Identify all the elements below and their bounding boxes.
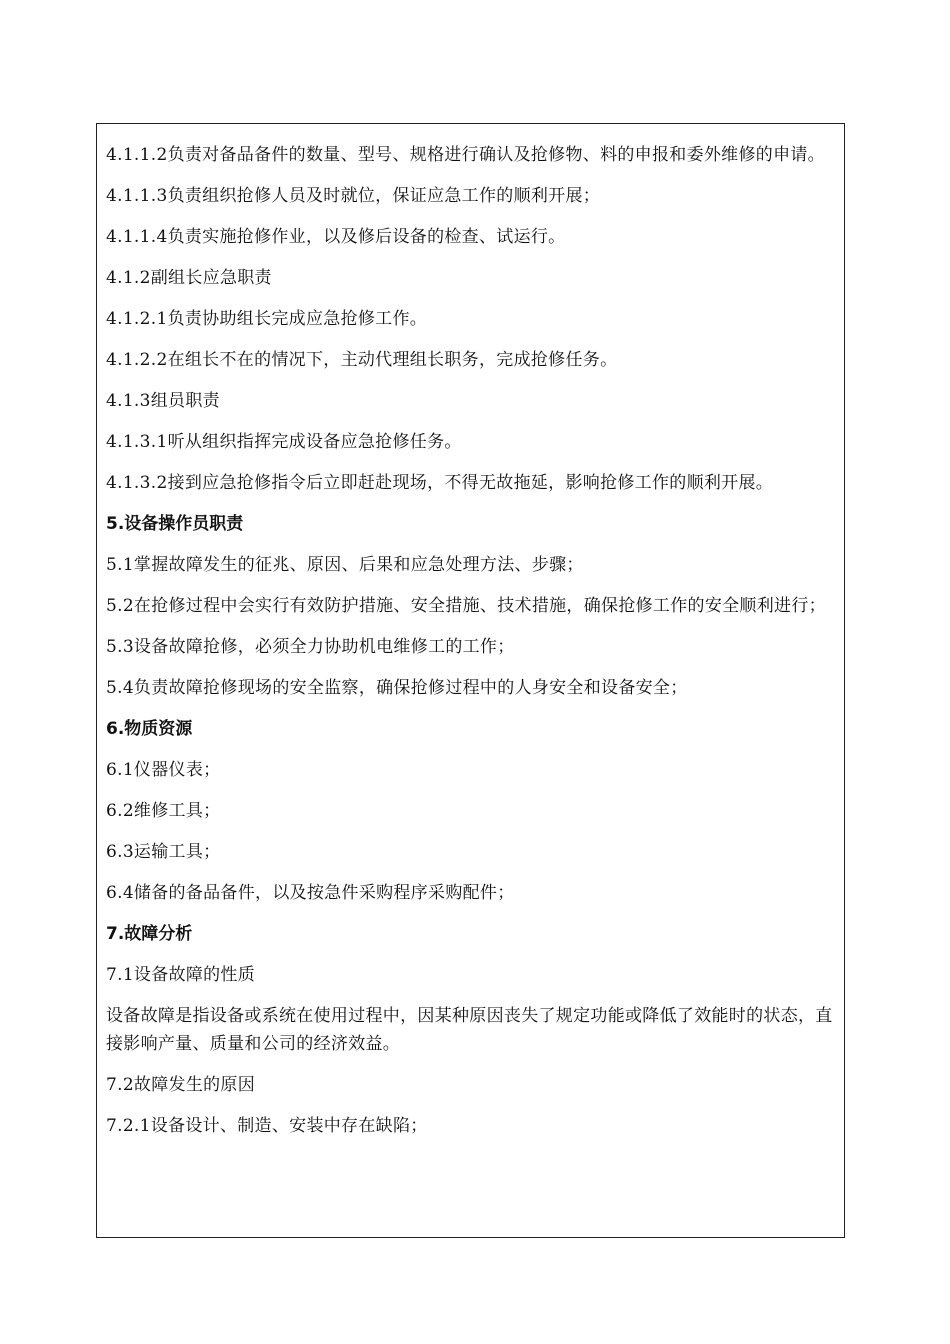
- paragraph: 6.4储备的备品备件，以及按急件采购程序采购配件；: [106, 883, 515, 903]
- paragraph: 5.4负责故障抢修现场的安全监察，确保抢修过程中的人身安全和设备安全；: [106, 678, 688, 698]
- paragraph: 5.3设备故障抢修，必须全力协助机电维修工的工作；: [106, 637, 515, 657]
- paragraph: 4.1.3.1听从组织指挥完成设备应急抢修任务。: [106, 432, 462, 452]
- paragraph: 6.2维修工具；: [106, 801, 221, 821]
- paragraph: 6.3运输工具；: [106, 842, 221, 862]
- paragraph: 7.2.1设备设计、制造、安装中存在缺陷；: [106, 1116, 428, 1136]
- paragraph: 4.1.1.4负责实施抢修作业，以及修后设备的检查、试运行。: [106, 227, 566, 247]
- paragraph: 设备故障是指设备或系统在使用过程中，因某种原因丧失了规定功能或降低了效能时的状态，直接影响产量、质量和公司的经济效益。: [106, 1006, 833, 1054]
- paragraph: 4.1.1.3负责组织抢修人员及时就位，保证应急工作的顺利开展；: [106, 186, 601, 206]
- paragraph: 4.1.2副组长应急职责: [106, 268, 272, 288]
- paragraph: 7.1设备故障的性质: [106, 965, 256, 985]
- paragraph: 4.1.3.2接到应急抢修指令后立即赶赴现场，不得无故拖延，影响抢修工作的顺利开展。: [106, 473, 774, 493]
- section-heading: 6.物质资源: [106, 719, 193, 739]
- section-heading: 7.故障分析: [106, 924, 193, 944]
- paragraph: 6.1仪器仪表；: [106, 760, 221, 780]
- paragraph: 4.1.2.1负责协助组长完成应急抢修工作。: [106, 309, 428, 329]
- section-heading: 5.设备操作员职责: [106, 514, 244, 534]
- paragraph: 4.1.1.2负责对备品备件的数量、型号、规格进行确认及抢修物、料的申报和委外维修的申请。: [106, 145, 825, 165]
- paragraph: 7.2故障发生的原因: [106, 1075, 256, 1095]
- document-frame: [96, 123, 845, 1238]
- paragraph: 5.2在抢修过程中会实行有效防护措施、安全措施、技术措施，确保抢修工作的安全顺利进行；: [106, 596, 826, 616]
- paragraph: 5.1掌握故障发生的征兆、原因、后果和应急处理方法、步骤；: [106, 555, 584, 575]
- paragraph: 4.1.2.2在组长不在的情况下，主动代理组长职务，完成抢修任务。: [106, 350, 618, 370]
- paragraph: 4.1.3组员职责: [106, 391, 220, 411]
